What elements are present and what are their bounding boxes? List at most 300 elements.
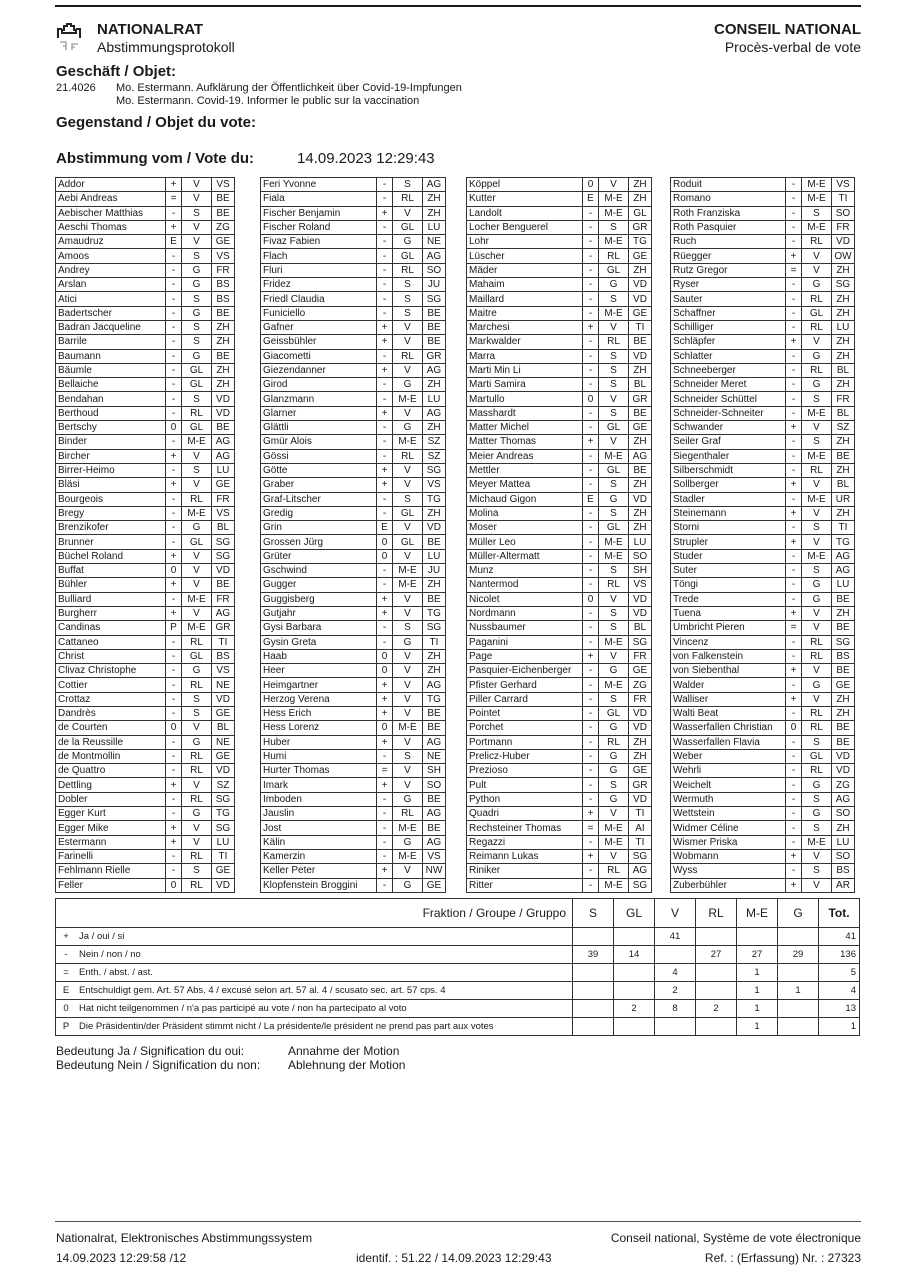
member-canton: VS [423,478,446,492]
member-group: S [393,178,423,192]
member-row [56,421,235,435]
member-group: RL [802,320,832,334]
member-canton: BL [629,378,652,392]
member-vote: - [166,792,182,806]
member-vote: - [166,735,182,749]
member-name: Rutz Gregor [671,263,786,277]
member-group: V [182,220,212,234]
member-canton: BE [423,792,446,806]
member-vote: - [583,406,599,420]
member-vote: - [377,835,393,849]
member-row [261,263,446,277]
summary-row [56,964,860,982]
member-group: M-E [802,406,832,420]
member-group: GL [599,521,629,535]
meaning-no-label: Bedeutung Nein / Signification du non: [56,1058,261,1072]
member-vote: - [786,521,802,535]
member-vote: + [377,478,393,492]
member-vote: + [786,506,802,520]
member-group: S [182,206,212,220]
member-row [467,206,652,220]
member-row [671,621,855,635]
member-group: RL [182,792,212,806]
member-vote: + [786,249,802,263]
member-canton: BL [629,621,652,635]
member-vote: - [377,449,393,463]
member-vote: 0 [377,721,393,735]
member-group: GL [182,535,212,549]
member-row [56,363,235,377]
member-canton: FR [832,392,855,406]
member-canton: TI [212,849,235,863]
member-row [261,192,446,206]
member-row [467,506,652,520]
member-name: Geissbühler [261,335,377,349]
member-row [56,235,235,249]
member-canton: SG [832,278,855,292]
member-group: RL [599,578,629,592]
member-canton: SH [423,764,446,778]
member-vote: = [786,263,802,277]
member-group: V [182,478,212,492]
summary-row [56,1018,860,1036]
member-name: Romano [671,192,786,206]
member-canton: AG [832,564,855,578]
member-group: RL [599,249,629,263]
member-group: S [182,463,212,477]
member-name: Markwalder [467,335,583,349]
member-row [467,278,652,292]
member-row [467,778,652,792]
member-canton: GE [629,664,652,678]
member-name: Amaudruz [56,235,166,249]
member-row [56,821,235,835]
member-vote: - [377,621,393,635]
member-row [261,635,446,649]
member-row [467,249,652,263]
member-row [56,320,235,334]
member-vote: - [583,735,599,749]
member-vote: + [786,606,802,620]
group-header: S [573,899,614,928]
member-row [671,878,855,892]
member-name: Bläsi [56,478,166,492]
member-vote: - [377,849,393,863]
member-row [261,449,446,463]
member-row [671,521,855,535]
member-canton: BL [212,521,235,535]
member-vote: 0 [166,564,182,578]
member-row [467,335,652,349]
member-group: V [393,521,423,535]
member-row [261,249,446,263]
member-vote: + [166,835,182,849]
group-count [573,1000,614,1018]
member-canton: OW [832,249,855,263]
member-vote: - [166,664,182,678]
member-row [671,792,855,806]
member-canton: LU [832,320,855,334]
member-group: G [393,635,423,649]
member-group: V [182,178,212,192]
member-row [261,749,446,763]
member-name: Schlatter [671,349,786,363]
member-row [671,220,855,234]
member-row [671,278,855,292]
member-group: V [393,864,423,878]
member-group: V [182,606,212,620]
member-group: M-E [599,206,629,220]
summary-row [56,1000,860,1018]
member-row [467,463,652,477]
member-name: Mettler [467,463,583,477]
member-group: S [393,749,423,763]
member-vote: - [583,235,599,249]
member-canton: TG [629,235,652,249]
member-canton: VD [832,235,855,249]
member-vote: + [166,549,182,563]
member-canton: VS [212,249,235,263]
member-canton: TG [423,492,446,506]
member-canton: AR [832,878,855,892]
member-vote: - [166,649,182,663]
member-canton: SG [212,792,235,806]
member-group: V [599,592,629,606]
member-name: Clivaz Christophe [56,664,166,678]
member-group: RL [182,492,212,506]
member-row [261,521,446,535]
member-group: M-E [393,821,423,835]
subject-label: Gegenstand / Objet du vote: [56,114,257,131]
group-count: 8 [655,1000,696,1018]
member-canton: GE [212,706,235,720]
member-name: Studer [671,549,786,563]
vote-description: Die Präsidentin/der Präsident stimmt nicht / La présidente/le président ne prend pas part aux votes [76,1018,573,1036]
member-row [671,306,855,320]
member-name: Müller-Altermatt [467,549,583,563]
member-name: Wettstein [671,807,786,821]
member-row [261,692,446,706]
member-vote: - [583,278,599,292]
member-vote: + [377,335,393,349]
group-count: 1 [737,1000,778,1018]
member-row [467,363,652,377]
member-name: Gutjahr [261,606,377,620]
member-name: Arslan [56,278,166,292]
member-group: G [599,792,629,806]
member-canton: GR [212,621,235,635]
member-canton: TI [212,635,235,649]
member-vote: - [166,278,182,292]
member-row [671,564,855,578]
member-row [261,278,446,292]
group-count [614,964,655,982]
business-title-fr: Mo. Estermann. Covid-19. Informer le public sur la vaccination [116,95,420,107]
member-vote: - [786,220,802,234]
member-canton: AG [423,735,446,749]
member-row [671,649,855,663]
members-table-col-3 [466,177,652,893]
member-group: G [182,278,212,292]
member-canton: BE [832,449,855,463]
member-vote: + [377,864,393,878]
member-canton: NE [423,749,446,763]
member-row [467,263,652,277]
member-canton: BE [212,349,235,363]
member-vote: - [166,492,182,506]
member-group: G [182,807,212,821]
member-name: Bircher [56,449,166,463]
member-group: V [182,721,212,735]
member-name: Martullo [467,392,583,406]
member-vote: - [583,521,599,535]
member-name: Brunner [56,535,166,549]
member-group: RL [393,192,423,206]
member-group: M-E [599,192,629,206]
member-group: V [393,463,423,477]
member-vote: - [166,378,182,392]
member-canton: VD [629,278,652,292]
member-row [261,349,446,363]
member-vote: + [377,678,393,692]
member-name: Burgherr [56,606,166,620]
member-row [261,406,446,420]
member-canton: GE [629,421,652,435]
member-canton: AG [832,792,855,806]
summary-row [56,946,860,964]
member-row [671,678,855,692]
member-canton: TG [423,692,446,706]
member-group: V [393,735,423,749]
member-vote: + [166,478,182,492]
member-vote: - [786,292,802,306]
member-group: G [802,807,832,821]
member-name: Schläpfer [671,335,786,349]
member-vote: - [166,807,182,821]
member-vote: - [583,449,599,463]
header-subtitle: Abstimmungsprotokoll [97,39,235,55]
member-row [261,492,446,506]
member-name: Pfister Gerhard [467,678,583,692]
member-vote: - [583,206,599,220]
member-canton: VD [629,292,652,306]
member-name: Roduit [671,178,786,192]
member-name: Keller Peter [261,864,377,878]
member-vote: 0 [786,721,802,735]
member-group: V [182,549,212,563]
member-row [467,692,652,706]
member-group: GL [599,263,629,277]
vote-symbol: E [56,982,77,1000]
member-canton: GL [629,206,652,220]
member-name: Dettling [56,778,166,792]
header-title: NATIONALRAT [97,21,204,38]
vote-symbol: 0 [56,1000,77,1018]
member-vote: - [377,635,393,649]
member-group: RL [182,749,212,763]
member-group: S [393,292,423,306]
member-name: Herzog Verena [261,692,377,706]
member-row [56,621,235,635]
group-count: 2 [655,982,696,1000]
member-vote: - [786,635,802,649]
member-name: Gafner [261,320,377,334]
member-name: Andrey [56,263,166,277]
member-name: Nordmann [467,606,583,620]
member-row [261,849,446,863]
member-canton: GR [629,220,652,234]
member-group: M-E [393,578,423,592]
member-group: G [182,349,212,363]
member-row [671,664,855,678]
member-canton: AI [629,821,652,835]
group-count [573,982,614,1000]
member-row [467,535,652,549]
member-canton: SO [423,263,446,277]
member-vote: + [786,692,802,706]
member-name: Haab [261,649,377,663]
member-row [56,721,235,735]
member-group: M-E [393,721,423,735]
member-vote: + [166,578,182,592]
member-canton: ZH [423,664,446,678]
member-group: M-E [393,564,423,578]
member-group: M-E [393,849,423,863]
member-group: RL [802,706,832,720]
member-canton: VS [212,664,235,678]
member-vote: - [786,392,802,406]
member-canton: ZH [423,578,446,592]
member-row [671,821,855,835]
member-name: Python [467,792,583,806]
member-canton: BE [212,192,235,206]
member-name: Vincenz [671,635,786,649]
member-canton: VD [212,878,235,892]
member-canton: NW [423,864,446,878]
member-name: Humi [261,749,377,763]
member-group: V [182,778,212,792]
total-count: 4 [819,982,860,1000]
member-name: Wehrli [671,764,786,778]
member-group: V [802,335,832,349]
member-group: V [393,592,423,606]
member-row [261,721,446,735]
member-name: Brenzikofer [56,521,166,535]
member-row [671,449,855,463]
member-name: Schneider-Schneiter [671,406,786,420]
member-name: Cottier [56,678,166,692]
member-row [467,220,652,234]
group-count: 1 [737,982,778,1000]
member-canton: BE [423,335,446,349]
member-group: S [599,606,629,620]
member-canton: AG [423,178,446,192]
member-vote: + [786,478,802,492]
member-vote: + [377,778,393,792]
summary-row [56,982,860,1000]
member-row [56,178,235,192]
member-row [671,363,855,377]
member-group: V [393,649,423,663]
member-canton: ZH [832,692,855,706]
member-group: RL [182,764,212,778]
member-name: Köppel [467,178,583,192]
member-row [56,392,235,406]
group-count: 1 [737,964,778,982]
member-name: Rechsteiner Thomas [467,821,583,835]
member-vote: - [166,521,182,535]
member-row [467,821,652,835]
member-name: Friedl Claudia [261,292,377,306]
member-row [671,392,855,406]
member-name: Quadri [467,807,583,821]
member-name: Umbricht Pieren [671,621,786,635]
member-group: V [802,421,832,435]
member-row [56,535,235,549]
member-canton: BE [832,721,855,735]
group-count [778,1000,819,1018]
member-name: Suter [671,564,786,578]
member-row [56,635,235,649]
member-vote: - [377,263,393,277]
member-name: Huber [261,735,377,749]
member-group: V [393,706,423,720]
member-vote: + [166,449,182,463]
member-group: M-E [182,506,212,520]
member-group: M-E [599,306,629,320]
member-row [56,764,235,778]
member-vote: + [166,178,182,192]
member-name: Aeschi Thomas [56,220,166,234]
group-header: V [655,899,696,928]
member-vote: 0 [583,178,599,192]
member-vote: - [377,178,393,192]
member-canton: AG [832,549,855,563]
member-group: GL [393,535,423,549]
members-table-col-1 [55,177,235,893]
member-vote: - [583,578,599,592]
member-name: Nantermod [467,578,583,592]
member-group: V [182,835,212,849]
member-group: S [802,521,832,535]
member-name: Landolt [467,206,583,220]
member-group: G [802,349,832,363]
member-name: Prelicz-Huber [467,749,583,763]
member-name: Lüscher [467,249,583,263]
member-canton: TI [629,835,652,849]
member-canton: NE [212,735,235,749]
member-group: RL [599,735,629,749]
member-group: GL [599,421,629,435]
member-vote: = [377,764,393,778]
member-name: Estermann [56,835,166,849]
member-group: S [802,821,832,835]
header-subtitle-fr: Procès-verbal de vote [724,39,861,55]
member-name: Glarner [261,406,377,420]
member-vote: - [377,306,393,320]
member-row [671,721,855,735]
member-group: V [393,335,423,349]
member-group: GL [182,363,212,377]
member-canton: SG [423,621,446,635]
member-group: GL [393,220,423,234]
vote-symbol: - [56,946,77,964]
member-canton: JU [423,278,446,292]
member-vote: - [377,249,393,263]
member-vote: + [786,878,802,892]
member-group: S [182,249,212,263]
member-row [261,564,446,578]
